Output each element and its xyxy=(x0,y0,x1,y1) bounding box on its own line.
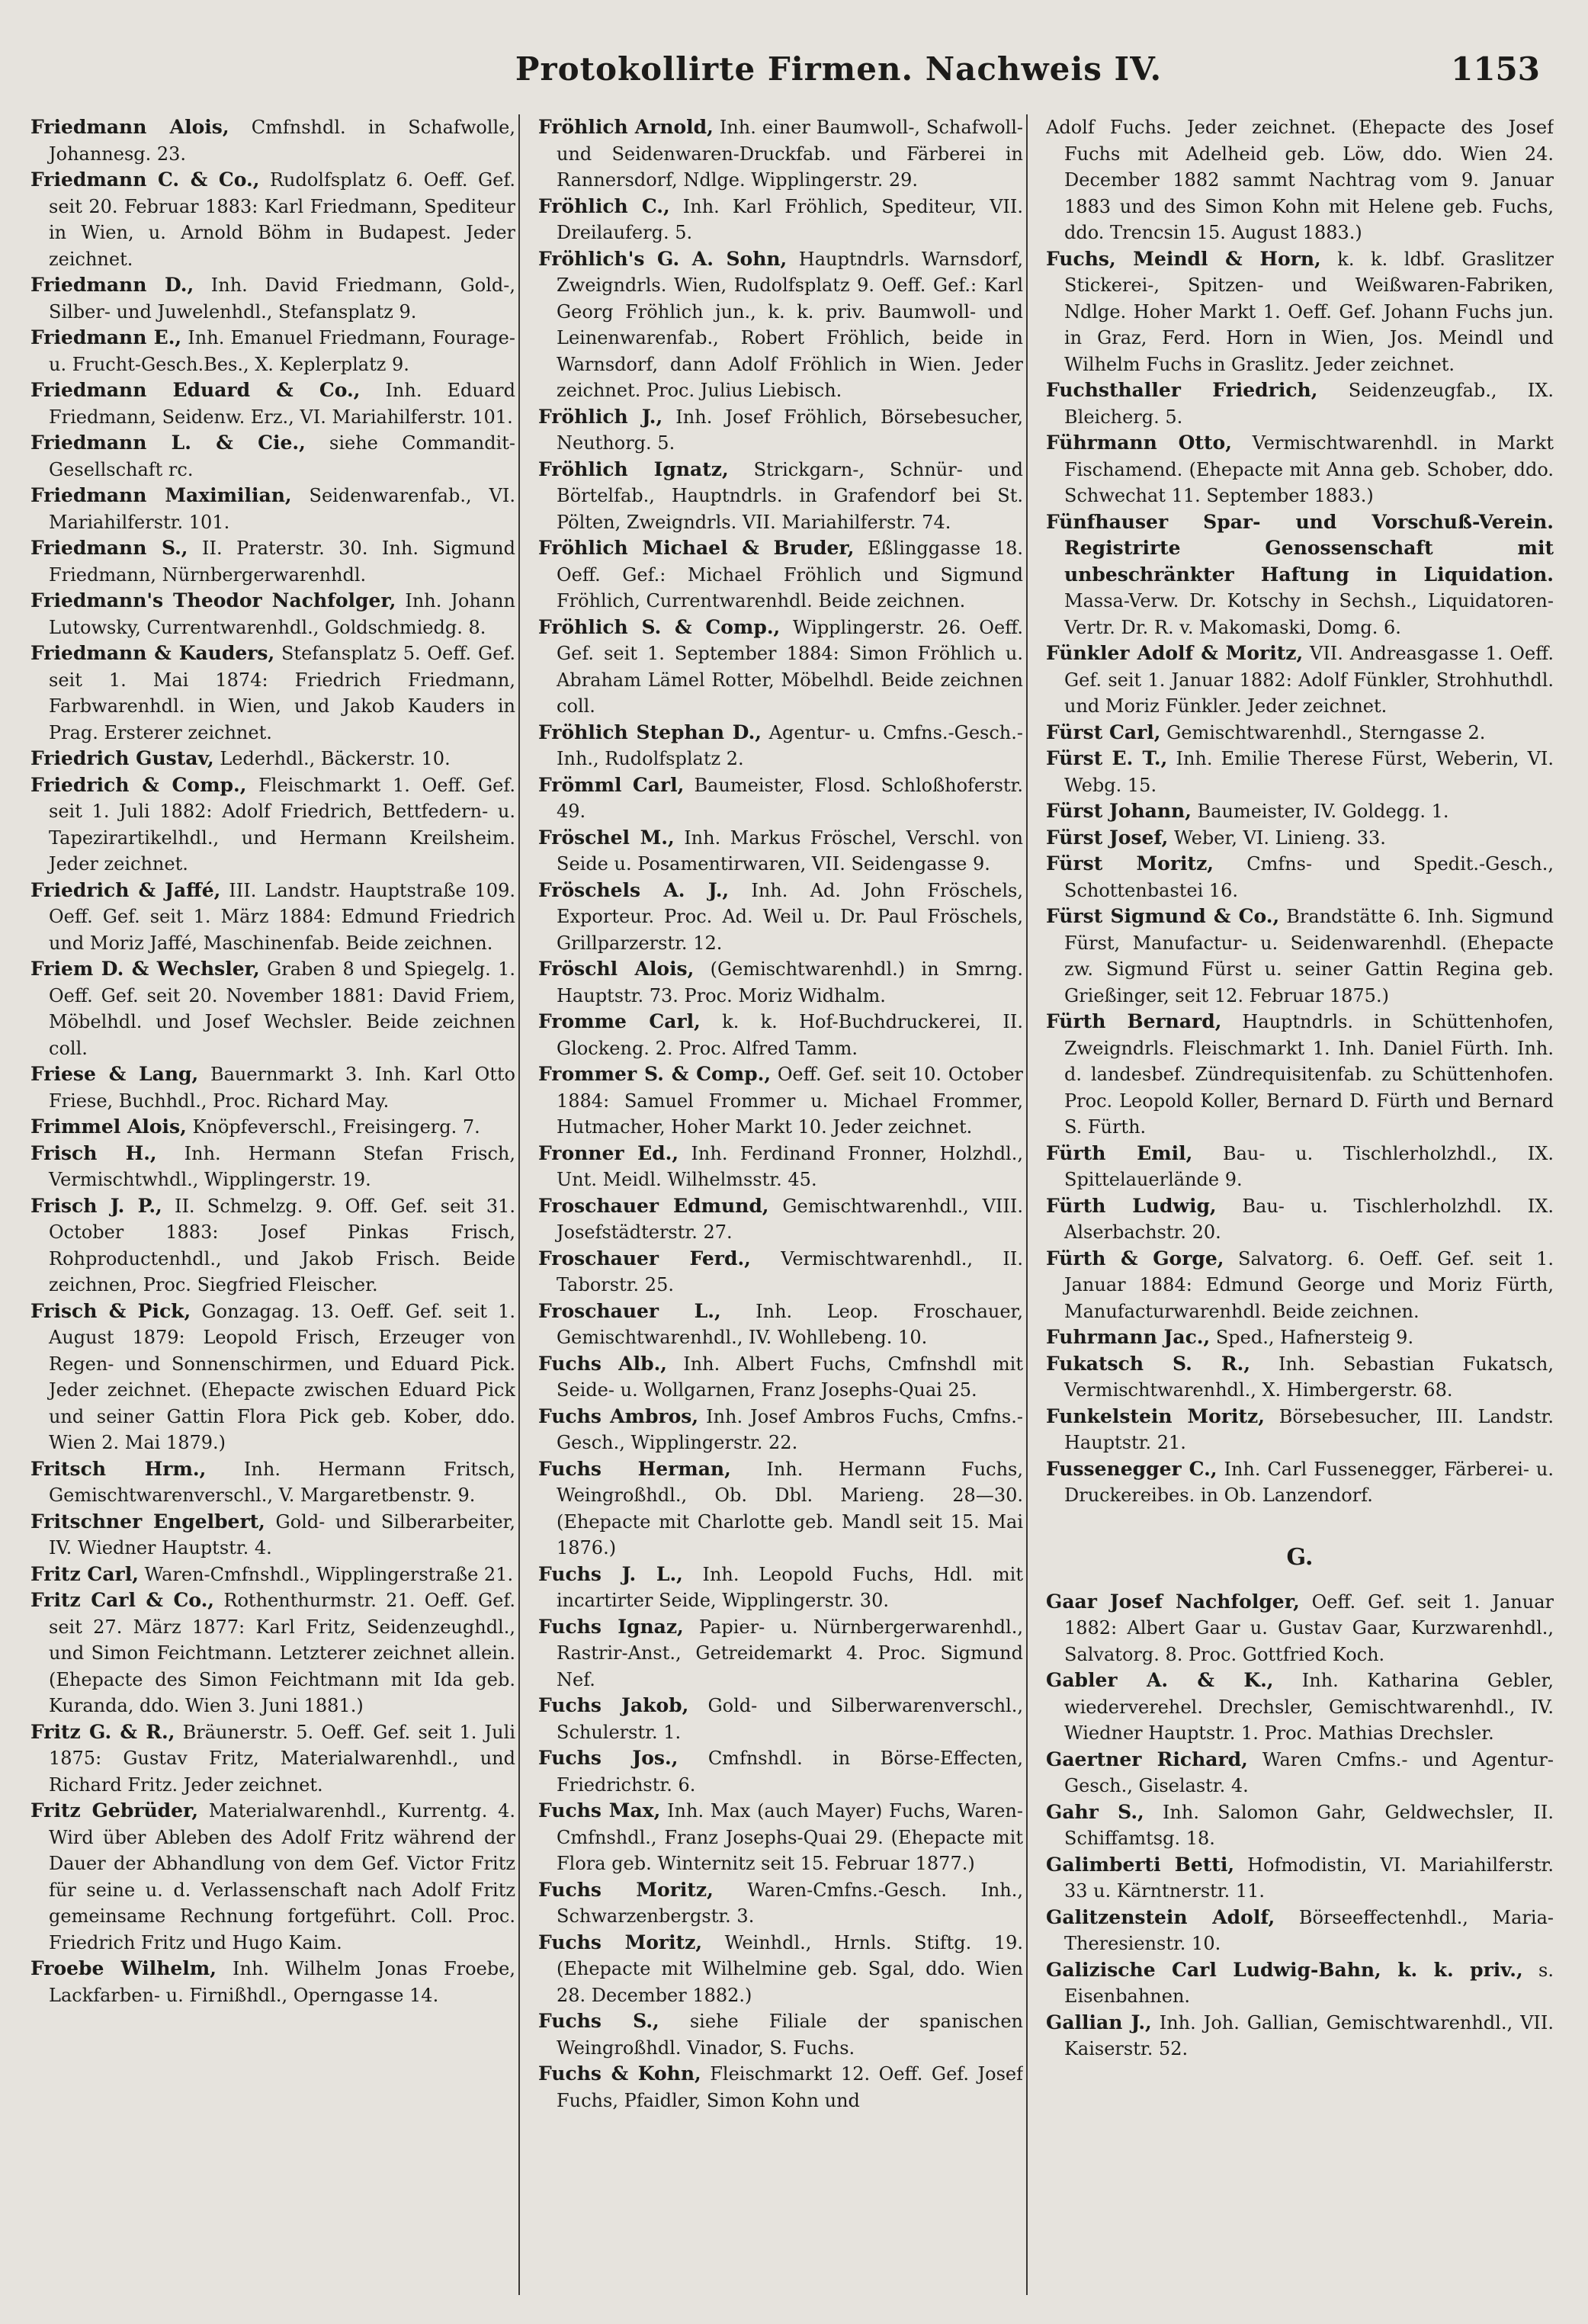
firm-name: Fröhlich Ignatz, xyxy=(538,457,729,480)
firm-entry xyxy=(1046,114,1554,246)
firm-name: Fussenegger C., xyxy=(1046,1457,1217,1480)
firm-name: Fuchs & Kohn, xyxy=(538,2062,701,2085)
firm-details: Bau- u. Tischlerholzhdl., IX. Spittelauerlände 9. xyxy=(1064,1142,1554,1190)
firm-entry xyxy=(1046,1193,1554,1246)
firm-details: Graben 8 und Spiegelg. 1. Oeff. Gef. seit 20. November 1881: David Friem, Möbelhdl. und Josef Wechsler. Beide zeichnen coll. xyxy=(49,958,515,1059)
section-heading: G. xyxy=(1286,1543,1314,1571)
firm-entry xyxy=(1046,1404,1554,1456)
firm-details: Inh. Karl Fröhlich, Spediteur, VII. Dreilauferg. 5. xyxy=(557,195,1023,243)
firm-details: Bau- u. Tischlerholzhdl. IX. Alserbachstr. 20. xyxy=(1064,1195,1554,1243)
firm-name: Friedrich Gustav, xyxy=(30,747,214,769)
firm-entry xyxy=(30,483,515,535)
firm-name: Galitzenstein Adolf, xyxy=(1046,1905,1275,1928)
firm-entry xyxy=(1046,1351,1554,1404)
firm-details: Inh. Hermann Fuchs, Weingroßhdl., Ob. Dbl. Marieng. 28—30. (Ehepacte mit Charlotte geb. Mandl seit 15. Mai 1876.) xyxy=(557,1458,1023,1558)
column-1 xyxy=(30,114,515,2295)
firm-details: Inh. Salomon Gahr, Geldwechsler, II. Schiffamtsg. 18. xyxy=(1064,1801,1554,1849)
firm-details: II. Praterstr. 30. Inh. Sigmund Friedmann, Nürnbergerwarenhdl. xyxy=(49,538,515,586)
firm-name: Fürth Bernard, xyxy=(1046,1010,1222,1032)
firm-name: Fröhlich's G. A. Sohn, xyxy=(538,247,788,270)
firm-entry xyxy=(1046,1799,1554,1852)
firm-name: Fuchs Jos., xyxy=(538,1747,679,1769)
firm-name: Froschauer Ferd., xyxy=(538,1247,751,1270)
firm-name: Gaertner Richard, xyxy=(1046,1748,1248,1770)
firm-entry xyxy=(1046,746,1554,798)
firm-details: Agentur- u. Cmfns.-Gesch.-Inh., Rudolfsplatz 2. xyxy=(557,721,1023,769)
firm-entry xyxy=(30,325,515,377)
firm-details: Rothenthurmstr. 21. Oeff. Gef. seit 27. März 1877: Karl Fritz, Seidenzeughdl., und Simon Feichtmann. Letzterer zeichnet allein. (Ehepacte des Simon Feichtmann mit Ida geb. Kuranda, ddo. Wien 3. Juni 1881.) xyxy=(49,1590,515,1716)
firm-name: Fröhlich S. & Comp., xyxy=(538,615,781,638)
firm-entry xyxy=(538,772,1023,825)
firm-details: Inh. Emilie Therese Fürst, Weberin, VI. Webg. 15. xyxy=(1064,748,1554,796)
firm-name: Friedmann S., xyxy=(30,537,188,559)
firm-entry xyxy=(538,1877,1023,1930)
firm-details: Gemischtwarenhdl., Sterngasse 2. xyxy=(1160,721,1486,743)
firm-details: Waren Cmfns.- und Agentur-Gesch., Giselastr. 4. xyxy=(1064,1748,1554,1796)
firm-entry xyxy=(30,1509,515,1562)
firm-entry xyxy=(1046,377,1554,430)
firm-details: Cmfnshdl. in Börse-Effecten, Friedrichstr. 6. xyxy=(557,1748,1023,1796)
firm-details: Strickgarn-, Schnür- und Börtelfab., Hauptndrls. in Grafendorf bei St. Pölten, Zweigndrls. VII. Mariahilferstr. 74. xyxy=(557,458,1023,533)
firm-entry xyxy=(538,457,1023,536)
column-2 xyxy=(538,114,1023,2295)
firm-entry xyxy=(1046,798,1554,825)
firm-entry xyxy=(538,1009,1023,1061)
firm-name: Froebe Wilhelm, xyxy=(30,1957,217,1979)
firm-entry xyxy=(1046,2010,1554,2062)
column-3 xyxy=(1046,114,1554,2295)
firm-details: s. Eisenbahnen. xyxy=(1064,1959,1554,2007)
firm-details: Knöpfeverschl., Freisingerg. 7. xyxy=(186,1116,480,1138)
firm-entry xyxy=(538,1798,1023,1877)
firm-name: Fronner Ed., xyxy=(538,1141,679,1164)
firm-details: Inh. David Friedmann, Gold-, Silber- und Juwelenhdl., Stefansplatz 9. xyxy=(49,274,515,323)
firm-details: Inh. Eduard Friedmann, Seidenw. Erz., VI. Mariahilferstr. 101. xyxy=(49,380,515,428)
firm-name: Friedmann D., xyxy=(30,274,194,296)
firm-entry xyxy=(538,720,1023,772)
firm-details: Seidenwarenfab., VI. Mariahilferstr. 101. xyxy=(49,485,515,533)
firm-name: Fuchs, Meindl & Horn, xyxy=(1046,247,1321,270)
firm-entry xyxy=(30,1587,515,1719)
firm-entry xyxy=(538,956,1023,1009)
firm-name: Fuchs Jakob, xyxy=(538,1694,689,1716)
firm-name: Froschauer L., xyxy=(538,1299,721,1322)
firm-name: Fünfhauser Spar- und Vorschuß-Verein. Registrirte Genossenschaft mit unbeschränkter Haftung in Liquidation. xyxy=(1046,510,1554,586)
firm-details: Inh. Hermann Stefan Frisch, Vermischtwhdl., Wipplingerstr. 19. xyxy=(49,1142,515,1190)
firm-details: Eßlinggasse 18. Oeff. Gef.: Michael Fröhlich und Sigmund Fröhlich, Currentwarenhdl. Beide zeichnen. xyxy=(557,538,1023,611)
firm-details: Hauptndrls. in Schüttenhofen, Zweigndrls. Fleischmarkt 1. Inh. Daniel Fürth. Inh. d. landesbef. Zündrequisitenfab. zu Schüttenhofen. Proc. Leopold Koller, Bernard D. Fürth und Bernard S. Fürth. xyxy=(1064,1011,1554,1138)
firm-name: Friedmann Eduard & Co., xyxy=(30,379,361,401)
firm-details: Fleischmarkt 1. Oeff. Gef. seit 1. Juli 1882: Adolf Friedrich, Bettfedern- u. Tapezirartikelhdl., und Hermann Kreilsheim. Jeder zeichnet. xyxy=(49,774,515,875)
firm-name: Fröhlich Stephan D., xyxy=(538,721,762,743)
firm-name: Gahr S., xyxy=(1046,1800,1144,1823)
firm-entry xyxy=(538,1745,1023,1798)
firm-name: Friedmann Maximilian, xyxy=(30,484,292,506)
firm-entry xyxy=(538,2008,1023,2061)
firm-entry xyxy=(1046,430,1554,509)
firm-entry xyxy=(1046,509,1554,641)
firm-entry xyxy=(30,1562,515,1588)
firm-name: Funkelstein Moritz, xyxy=(1046,1404,1265,1427)
firm-name: Gaar Josef Nachfolger, xyxy=(1046,1590,1300,1613)
firm-entry xyxy=(30,588,515,640)
firm-entry xyxy=(538,1693,1023,1745)
firm-details: Waren-Cmfnshdl., Wipplingerstraße 21. xyxy=(138,1563,514,1585)
firm-entry xyxy=(538,1246,1023,1298)
firm-details: Inh. Katharina Gebler, wiederverehel. Drechsler, Gemischtwarenhdl., IV. Wiedner Hauptstr. 1. Proc. Mathias Drechsler. xyxy=(1064,1670,1554,1744)
firm-details: siehe Commandit-Gesellschaft rc. xyxy=(49,432,515,480)
firm-details: Gold- und Silberwarenverschl., Schulerstr. 1. xyxy=(557,1695,1023,1743)
firm-details: Baumeister, IV. Goldegg. 1. xyxy=(1191,801,1449,822)
firm-name: Fritz G. & R., xyxy=(30,1720,175,1743)
firm-name: Fröhlich Michael & Bruder, xyxy=(538,537,855,559)
firm-details: (Gemischtwarenhdl.) in Smrng. Hauptstr. 73. Proc. Moriz Widhalm. xyxy=(557,958,1023,1006)
firm-entry xyxy=(1046,1668,1554,1747)
firm-name: Fritz Gebrüder, xyxy=(30,1799,199,1822)
column-divider xyxy=(518,114,520,2295)
firm-entry xyxy=(30,1061,515,1114)
firm-name: Fritsch Hrm., xyxy=(30,1457,207,1480)
firm-details: Brandstätte 6. Inh. Sigmund Fürst, Manufactur- u. Seidenwarenhdl. (Ehepacte zw. Sigmund Fürst u. seiner Gattin Regina geb. Grießinger, seit 12. Februar 1875.) xyxy=(1064,906,1554,1006)
firm-entry xyxy=(538,1930,1023,2009)
firm-details: Inh. Wilhelm Jonas Froebe, Lackfarben- u. Firnißhdl., Operngasse 14. xyxy=(49,1958,515,2006)
firm-name: Friese & Lang, xyxy=(30,1063,199,1085)
firm-name: Friedmann L. & Cie., xyxy=(30,432,306,454)
firm-entry xyxy=(538,2061,1023,2114)
firm-entry xyxy=(30,535,515,588)
firm-details: Weinhdl., Hrnls. Stiftg. 19. (Ehepacte mit Wilhelmine geb. Sgal, ddo. Wien 28. December 1882.) xyxy=(557,1931,1023,2006)
firm-entry xyxy=(30,377,515,430)
firm-entry xyxy=(1046,1747,1554,1799)
firm-details: Weber, VI. Linieng. 33. xyxy=(1168,827,1386,849)
firm-details: k. k. ldbf. Graslitzer Stickerei-, Spitzen- und Weißwaren-Fabriken, Ndlge. Hoher Markt 1. Oeff. Gef. Johann Fuchs jun. in Graz, Ferd. Horn in Wien, Jos. Meindl und Wilhelm Fuchs in Graslitz. Jeder zeichnet. xyxy=(1064,248,1554,375)
firm-name: Friedrich & Jaffé, xyxy=(30,878,221,901)
firm-name: Fuchs Herman, xyxy=(538,1457,731,1480)
firm-details: Waren-Cmfns.-Gesch. Inh., Schwarzenbergstr. 3. xyxy=(557,1879,1023,1927)
firm-details: Inh. Emanuel Friedmann, Fourage- u. Frucht-Gesch.Bes., X. Keplerplatz 9. xyxy=(49,327,515,375)
column-divider xyxy=(1026,114,1028,2295)
firm-entry xyxy=(30,1456,515,1509)
firm-name: Galimberti Betti, xyxy=(1046,1853,1235,1876)
firm-details: Massa-Verw. Dr. Kotschy in Sechsh., Liquidatoren-Vertr. Dr. R. v. Makomaski, Domg. 6. xyxy=(1064,590,1554,638)
firm-name: Fuchs Moritz, xyxy=(538,1931,703,1953)
firm-name: Galizische Carl Ludwig-Bahn, k. k. priv., xyxy=(1046,1958,1523,1981)
firm-name: Gallian J., xyxy=(1046,2011,1152,2034)
firm-details: Börsebesucher, III. Landstr. Hauptstr. 21. xyxy=(1064,1405,1554,1453)
firm-details: Gonzagag. 13. Oeff. Gef. seit 1. August 1879: Leopold Frisch, Erzeuger von Regen- und Sonnenschirmen, und Eduard Pick. Jeder zeichnet. (Ehepacte zwischen Eduard Pick und seiner Gattin Flora Pick geb. Kober, ddo. Wien 2. Mai 1879.) xyxy=(49,1300,515,1453)
firm-details: Wipplingerstr. 26. Oeff. Gef. seit 1. September 1884: Simon Fröhlich u. Abraham Lämel Rotter, Möbelhdl. Beide zeichnen coll. xyxy=(557,616,1023,717)
firm-details: Salvatorg. 6. Oeff. Gef. seit 1. Januar 1884: Edmund George und Moriz Fürth, Manufacturwarenhdl. Beide zeichnen. xyxy=(1064,1247,1554,1322)
page-title: Protokollirte Firmen. Nachweis IV. xyxy=(515,50,1163,88)
firm-details: Hofmodistin, VI. Mariahilferstr. 33 u. Kärntnerstr. 11. xyxy=(1064,1854,1554,1902)
firm-entry xyxy=(1046,1246,1554,1325)
firm-details: Inh. Josef Ambros Fuchs, Cmfns.-Gesch., Wipplingerstr. 22. xyxy=(557,1405,1023,1453)
firm-name: Fritschner Engelbert, xyxy=(30,1510,265,1533)
firm-details: Inh. Leopold Fuchs, Hdl. mit incartirter Seide, Wipplingerstr. 30. xyxy=(557,1563,1023,1611)
firm-details: Inh. Max (auch Mayer) Fuchs, Waren-Cmfnshdl., Franz Josephs-Quai 29. (Ehepacte mit Flora geb. Winternitz seit 15. Februar 1877.) xyxy=(557,1800,1023,1874)
firm-details: Lederhdl., Bäckerstr. 10. xyxy=(213,748,451,769)
firm-details: Inh. Ad. John Fröschels, Exporteur. Proc. Ad. Weil u. Dr. Paul Fröschels, Grillparzerstr. 12. xyxy=(557,879,1023,954)
firm-entry xyxy=(30,1141,515,1193)
firm-name: Fünkler Adolf & Moritz, xyxy=(1046,642,1304,664)
firm-details: Inh. Ferdinand Fronner, Holzhdl., Unt. Meidl. Wilhelmsstr. 45. xyxy=(557,1142,1023,1190)
firm-entry xyxy=(30,1114,515,1141)
firm-name: Frisch J. P., xyxy=(30,1194,162,1217)
firm-details: Oeff. Gef. seit 1. Januar 1882: Albert Gaar u. Gustav Gaar, Kurzwarenhdl., Salvatorg. 8. Proc. Gottfried Koch. xyxy=(1064,1591,1554,1665)
firm-entry xyxy=(30,746,515,772)
firm-entry xyxy=(30,1798,515,1956)
firm-name: Friedrich & Comp., xyxy=(30,773,247,796)
firm-name: Fröschl Alois, xyxy=(538,958,695,980)
firm-details: Seidenzeugfab., IX. Bleicherg. 5. xyxy=(1064,380,1554,428)
firm-name: Fröschels A. J., xyxy=(538,878,730,901)
firm-entry xyxy=(30,114,515,167)
firm-name: Frisch & Pick, xyxy=(30,1299,191,1322)
firm-entry xyxy=(1046,1905,1554,1957)
firm-entry xyxy=(538,246,1023,404)
firm-name: Fritz Carl, xyxy=(30,1562,139,1585)
firm-entry xyxy=(538,535,1023,615)
firm-name: Friedmann & Kauders, xyxy=(30,642,275,664)
firm-details: Gemischtwarenhdl., VIII. Josefstädterstr. 27. xyxy=(557,1195,1023,1243)
firm-details: Materialwarenhdl., Kurrentg. 4. Wird über Ableben des Adolf Fritz während der Dauer der Abhandlung von dem Gef. Victor Fritz für seine u. d. Verlassenschaft nach Adolf Fritz gemeinsame Rechnung fortgeführt. Coll. Proc. Friedrich Fritz und Hugo Kaim. xyxy=(49,1800,515,1953)
firm-details: Sped., Hafnersteig 9. xyxy=(1210,1327,1414,1348)
page-number: 1153 xyxy=(1451,50,1540,88)
firm-details: Gold- und Silberarbeiter, IV. Wiedner Hauptstr. 4. xyxy=(49,1510,515,1558)
firm-entry xyxy=(1046,1009,1554,1141)
firm-entry xyxy=(30,430,515,483)
firm-entry xyxy=(1046,825,1554,852)
firm-entry xyxy=(1046,851,1554,904)
firm-entry xyxy=(538,1456,1023,1562)
firm-name: Fürst Carl, xyxy=(1046,721,1161,743)
firm-entry xyxy=(1046,640,1554,720)
firm-name: Fürth Emil, xyxy=(1046,1141,1193,1164)
firm-entry xyxy=(538,114,1023,194)
firm-entry xyxy=(30,772,515,878)
firm-entry xyxy=(30,167,515,272)
firm-name: Gabler A. & K., xyxy=(1046,1669,1274,1691)
firm-details: Vermischtwarenhdl., II. Taborstr. 25. xyxy=(557,1247,1023,1295)
firm-name: Frisch H., xyxy=(30,1141,157,1164)
firm-entry xyxy=(538,615,1023,720)
firm-name: Fukatsch S. R., xyxy=(1046,1352,1251,1375)
firm-details: Inh. Joh. Gallian, Gemischtwarenhdl., VII. Kaiserstr. 52. xyxy=(1064,2011,1554,2059)
firm-details: Bräunerstr. 5. Oeff. Gef. seit 1. Juli 1875: Gustav Fritz, Materialwarenhdl., und Richard Fritz. Jeder zeichnet. xyxy=(49,1721,515,1796)
firm-entry xyxy=(1046,1957,1554,2010)
firm-name: Führmann Otto, xyxy=(1046,432,1232,454)
firm-details: Inh. Markus Fröschel, Verschl. von Seide u. Posamentirwaren, VII. Seidengasse 9. xyxy=(557,827,1023,875)
firm-name: Fürth Ludwig, xyxy=(1046,1194,1217,1217)
firm-details: Bauernmarkt 3. Inh. Karl Otto Friese, Buchhdl., Proc. Richard May. xyxy=(49,1064,515,1112)
firm-details: Inh. Josef Fröhlich, Börsebesucher, Neuthorg. 5. xyxy=(557,406,1023,454)
firm-entry xyxy=(30,640,515,746)
firm-entry xyxy=(538,1562,1023,1614)
firm-name: Fürth & Gorge, xyxy=(1046,1247,1224,1270)
firm-name: Fürst Johann, xyxy=(1046,800,1192,822)
firm-name: Fürst Moritz, xyxy=(1046,852,1214,875)
firm-name: Friem D. & Wechsler, xyxy=(30,958,260,980)
firm-name: Fuchs Max, xyxy=(538,1799,661,1822)
firm-entry xyxy=(538,1141,1023,1193)
firm-details: II. Schmelzg. 9. Off. Gef. seit 31. October 1883: Josef Pinkas Frisch, Rohproductenhdl., und Jakob Frisch. Beide zeichnen, Proc. Siegfried Fleischer. xyxy=(49,1195,515,1295)
firm-name: Fürst Josef, xyxy=(1046,826,1169,849)
firm-entry xyxy=(30,1193,515,1298)
firm-entry xyxy=(1046,1141,1554,1193)
firm-details: Fleischmarkt 12. Oeff. Gef. Josef Fuchs, Pfaidler, Simon Kohn und xyxy=(557,2063,1023,2111)
firm-details: Papier- u. Nürnbergerwarenhdl., Rastrir-Anst., Getreidemarkt 4. Proc. Sigmund Nef. xyxy=(557,1616,1023,1690)
firm-entry xyxy=(538,1614,1023,1693)
firm-entry xyxy=(538,825,1023,878)
firm-entry xyxy=(538,1193,1023,1246)
firm-name: Fuchs S., xyxy=(538,2010,659,2032)
firm-name: Friedmann E., xyxy=(30,326,182,348)
firm-name: Fuchs Moritz, xyxy=(538,1878,714,1901)
firm-details: Inh. Johann Lutowsky, Currentwarenhdl., Goldschmiedg. 8. xyxy=(49,590,515,638)
firm-name: Friedmann Alois, xyxy=(30,116,229,138)
firm-details: Hauptndrls. Warnsdorf, Zweigndrls. Wien, Rudolfsplatz 9. Oeff. Gef.: Karl Georg Fröhlich jun., k. k. priv. Baumwoll- und Leinenwarenfab., Robert Fröhlich, beide in Warnsdorf, dann Adolf Fröhlich in Wien. Jeder zeichnet. Proc. Julius Liebisch. xyxy=(557,248,1023,401)
firm-entry xyxy=(538,1298,1023,1351)
firm-details: Inh. Leop. Froschauer, Gemischtwarenhdl., IV. Wohllebeng. 10. xyxy=(557,1300,1023,1348)
firm-name: Friedmann's Theodor Nachfolger, xyxy=(30,589,396,611)
firm-entry xyxy=(538,404,1023,457)
firm-entry xyxy=(538,194,1023,246)
firm-entry xyxy=(30,878,515,957)
firm-name: Fuchsthaller Friedrich, xyxy=(1046,379,1318,401)
page-header xyxy=(30,46,1555,99)
firm-details: Baumeister, Flosd. Schloßhoferstr. 49. xyxy=(557,774,1023,822)
firm-name: Froschauer Edmund, xyxy=(538,1194,769,1217)
firm-entry xyxy=(1046,1852,1554,1905)
firm-name: Fuchs Alb., xyxy=(538,1352,668,1375)
firm-details: VII. Andreasgasse 1. Oeff. Gef. seit 1. Januar 1882: Adolf Fünkler, Strohhuthdl. und Moriz Fünkler. Jeder zeichnet. xyxy=(1064,643,1554,717)
firm-details: Stefansplatz 5. Oeff. Gef. seit 1. Mai 1874: Friedrich Friedmann, Farbwarenhdl. in Wien, und Jakob Kauders in Prag. Ersterer zeichnet. xyxy=(49,643,515,743)
firm-name: Fröschel M., xyxy=(538,826,675,849)
firm-details: Inh. Carl Fussenegger, Färberei- u. Druckereibes. in Ob. Lanzendorf. xyxy=(1064,1458,1554,1506)
firm-name: Fuchs J. L., xyxy=(538,1562,683,1585)
firm-entry xyxy=(30,1956,515,2008)
firm-entry xyxy=(1046,720,1554,746)
firm-details: k. k. Hof-Buchdruckerei, II. Glockeng. 2. Proc. Alfred Tamm. xyxy=(557,1011,1023,1059)
firm-details: Oeff. Gef. seit 10. October 1884: Samuel Frommer u. Michael Frommer, Hutmacher, Hoher Markt 10. Jeder zeichnet. xyxy=(557,1064,1023,1138)
firm-name: Fürst E. T., xyxy=(1046,747,1168,769)
firm-name: Fürst Sigmund & Co., xyxy=(1046,905,1280,927)
firm-name: Frimmel Alois, xyxy=(30,1115,187,1138)
firm-entry xyxy=(538,878,1023,957)
firm-entry xyxy=(538,1404,1023,1456)
firm-name: Frömml Carl, xyxy=(538,773,685,796)
firm-name: Frommer S. & Comp., xyxy=(538,1063,772,1085)
firm-entry xyxy=(538,1351,1023,1404)
firm-details: III. Landstr. Hauptstraße 109. Oeff. Gef. seit 1. März 1884: Edmund Friedrich und Moriz Jaffé, Maschinenfab. Beide zeichnen. xyxy=(49,879,515,954)
firm-name: Fuchs Ignaz, xyxy=(538,1615,684,1638)
firm-name: Fromme Carl, xyxy=(538,1010,701,1032)
firm-name: Friedmann C. & Co., xyxy=(30,169,260,191)
firm-details: Adolf Fuchs. Jeder zeichnet. (Ehepacte des Josef Fuchs mit Adelheid geb. Löw, ddo. Wien 24. December 1882 sammt Nachtrag vom 9. Januar 1883 und des Simon Kohn mit Helene geb. Fuchs, ddo. Trencsin 15. August 1883.) xyxy=(1046,117,1554,243)
firm-name: Fritz Carl & Co., xyxy=(30,1589,215,1611)
firm-details: Vermischtwarenhdl. in Markt Fischamend. (Ehepacte mit Anna geb. Schober, ddo. Schwechat 11. September 1883.) xyxy=(1064,432,1554,506)
firm-name: Fröhlich J., xyxy=(538,405,663,428)
firm-entry xyxy=(1046,1456,1554,1509)
firm-entry xyxy=(1046,1324,1554,1351)
firm-name: Fröhlich C., xyxy=(538,194,670,217)
firm-details: Cmfns- und Spedit.-Gesch., Schottenbastei 16. xyxy=(1064,853,1554,901)
firm-name: Fröhlich Arnold, xyxy=(538,116,714,138)
firm-details: siehe Filiale der spanischen Weingroßhdl. Vinador, S. Fuchs. xyxy=(557,2011,1023,2059)
firm-entry xyxy=(30,1298,515,1456)
firm-entry xyxy=(1046,904,1554,1009)
firm-entry xyxy=(30,956,515,1061)
firm-entry xyxy=(30,1719,515,1799)
firm-details: Inh. einer Baumwoll-, Schafwoll- und Seidenwaren-Druckfab. und Färberei in Rannersdorf, Ndlge. Wipplingerstr. 29. xyxy=(557,117,1023,191)
firm-name: Fuchs Ambros, xyxy=(538,1404,699,1427)
firm-details: Inh. Hermann Fritsch, Gemischtwarenverschl., V. Margaretbenstr. 9. xyxy=(49,1458,515,1506)
firm-entry xyxy=(1046,1589,1554,1668)
firm-details: Inh. Albert Fuchs, Cmfnshdl mit Seide- u. Wollgarnen, Franz Josephs-Quai 25. xyxy=(557,1353,1023,1401)
firm-entry xyxy=(30,272,515,325)
firm-details: Börseeffectenhdl., Maria-Theresienstr. 10. xyxy=(1064,1906,1554,1954)
firm-details: Inh. Sebastian Fukatsch, Vermischtwarenhdl., X. Himbergerstr. 68. xyxy=(1064,1353,1554,1401)
firm-details: Cmfnshdl. in Schafwolle, Johannesg. 23. xyxy=(49,117,515,165)
firm-entry xyxy=(1046,246,1554,378)
firm-entry xyxy=(538,1061,1023,1141)
firm-name: Fuhrmann Jac., xyxy=(1046,1326,1211,1348)
firm-details: Rudolfsplatz 6. Oeff. Gef. seit 20. Februar 1883: Karl Friedmann, Spediteur in Wien, u. Arnold Böhm in Budapest. Jeder zeichnet. xyxy=(49,169,515,270)
